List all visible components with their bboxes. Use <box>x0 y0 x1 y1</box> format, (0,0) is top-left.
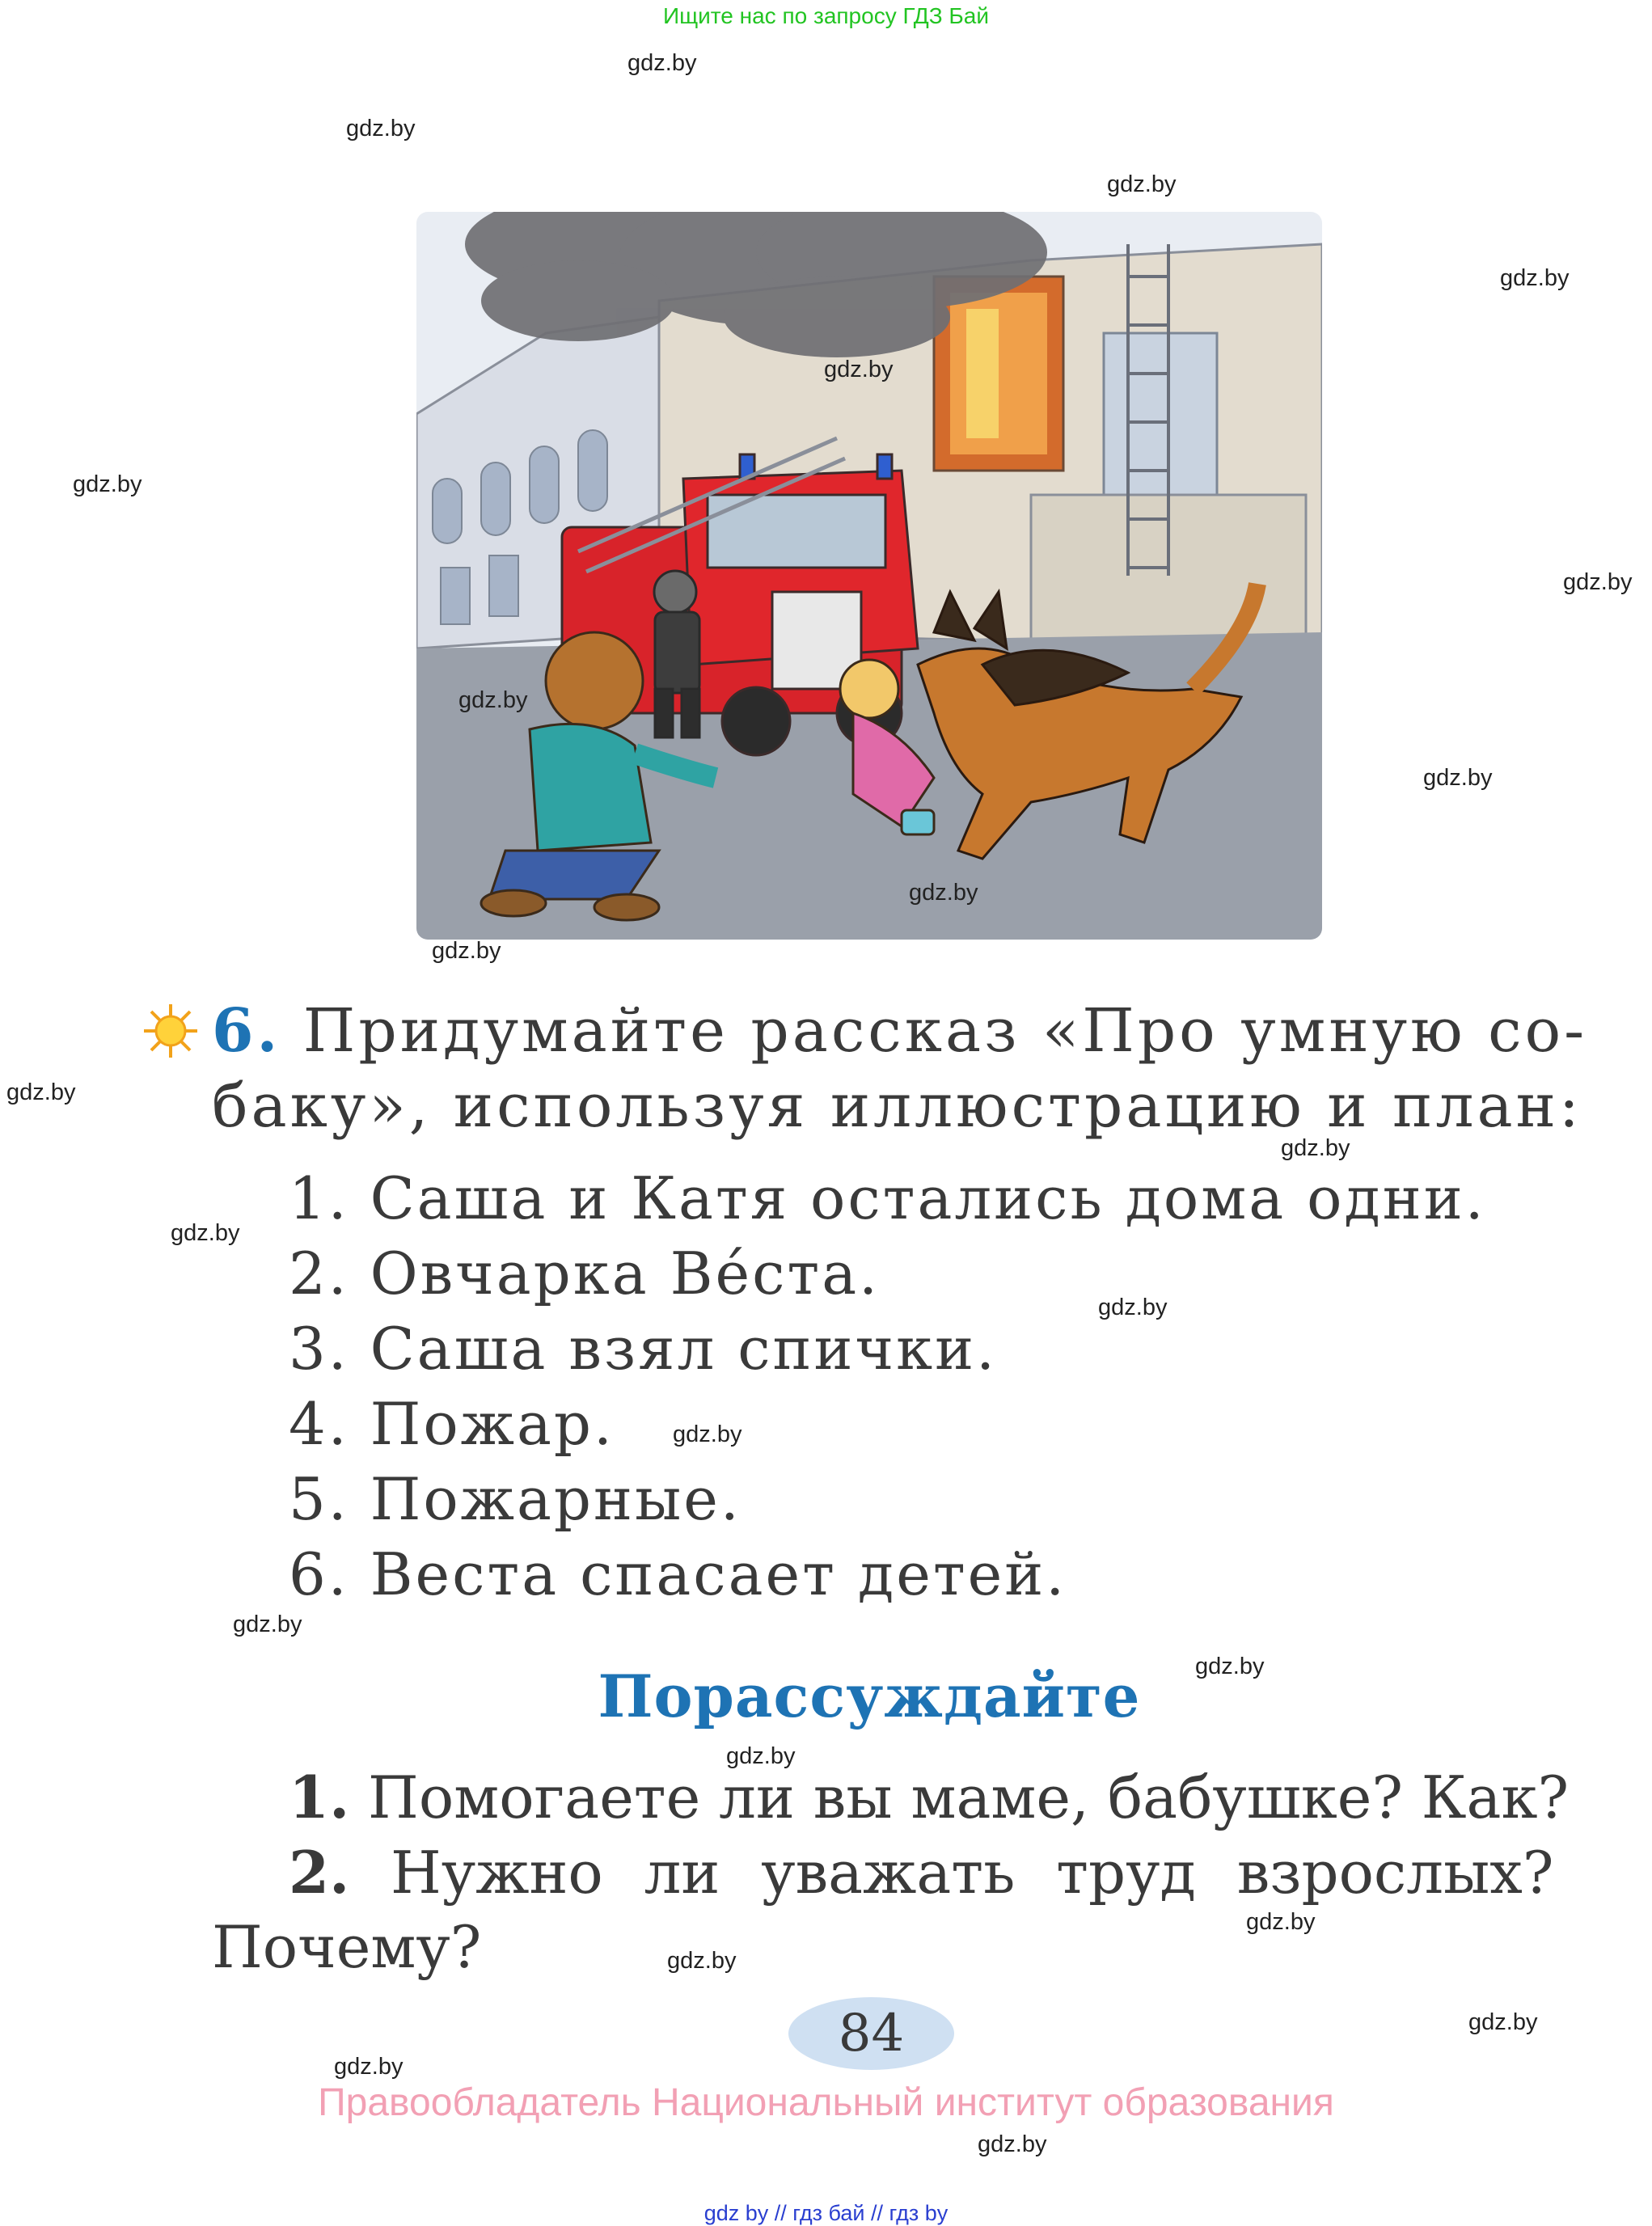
footer-links[interactable]: gdz by // гдз бай // гдз by <box>703 2201 949 2225</box>
task-line-1 <box>212 996 1587 1066</box>
fire-rescue-illustration <box>416 212 1322 940</box>
task-line-2: баку», используя иллюстрацию и план: <box>212 1071 1582 1141</box>
watermark: gdz.by <box>1468 2009 1538 2035</box>
question-2-number: 2. <box>289 1838 350 1907</box>
question-1-number: 1. <box>289 1763 350 1831</box>
plan-item-3: 3. Саша взял спички. <box>289 1315 997 1383</box>
watermark: gdz.by <box>233 1611 302 1637</box>
watermark: gdz.by <box>1423 765 1493 791</box>
watermark: gdz.by <box>1281 1135 1350 1161</box>
watermark: gdz.by <box>432 938 501 964</box>
question-2 <box>289 1838 1554 1907</box>
watermark: gdz.by <box>673 1421 742 1447</box>
section-title: Порассуждайте <box>598 1662 1141 1730</box>
sun-icon <box>142 1003 199 1059</box>
plan-item-6: 6. Веста спасает детей. <box>289 1540 1067 1608</box>
watermark: gdz.by <box>334 2054 403 2080</box>
watermark: gdz.by <box>6 1079 76 1105</box>
watermark: gdz.by <box>726 1743 796 1769</box>
page-number: 84 <box>838 2004 905 2063</box>
watermark: gdz.by <box>1098 1295 1168 1320</box>
question-2-continuation: Почему? <box>212 1913 482 1981</box>
watermark: gdz.by <box>909 880 978 906</box>
copyright-notice: Правообладатель Национальный институт образования <box>318 2081 1334 2124</box>
watermark: gdz.by <box>1107 171 1177 197</box>
watermark: gdz.by <box>73 471 142 497</box>
task-number: 6. <box>212 996 281 1066</box>
plan-item-4: 4. Пожар. <box>289 1390 615 1458</box>
watermark: gdz.by <box>1563 569 1633 595</box>
watermark: gdz.by <box>458 687 528 713</box>
plan-item-1: 1. Саша и Катя остались дома одни. <box>289 1164 1486 1232</box>
watermark: gdz.by <box>627 50 697 76</box>
watermark: gdz.by <box>171 1220 240 1246</box>
watermark: gdz.by <box>1246 1909 1316 1935</box>
plan-item-5: 5. Пожарные. <box>289 1465 741 1533</box>
watermark: gdz.by <box>346 116 416 142</box>
watermark: gdz.by <box>824 357 894 382</box>
watermark: gdz.by <box>1500 265 1570 291</box>
task-text-1: Придумайте рассказ «Про умную со- <box>302 996 1588 1066</box>
plan-item-2: 2. Овчарка Ве́ста. <box>289 1240 881 1307</box>
question-1 <box>289 1763 1569 1831</box>
search-note: Ищите нас по запросу ГДЗ Бай <box>662 3 990 28</box>
question-1-text: Помогаете ли вы маме, бабушке? Как? <box>349 1763 1570 1831</box>
watermark: gdz.by <box>667 1948 737 1974</box>
watermark: gdz.by <box>978 2131 1047 2157</box>
question-2-text: Нужно ли уважать труд взрослых? <box>349 1839 1554 1907</box>
watermark: gdz.by <box>1195 1654 1265 1679</box>
